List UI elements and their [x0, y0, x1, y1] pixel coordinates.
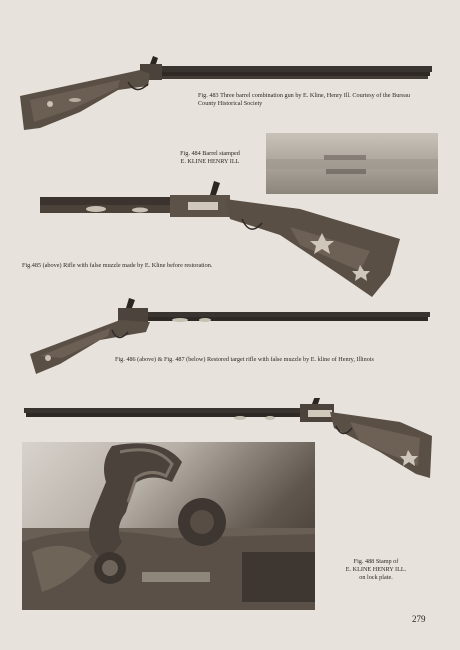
- fig-488-caption: [326, 558, 426, 582]
- page-number: 279: [412, 614, 426, 624]
- fig-486-487-caption: Fig. 486 (above) & Fig. 487 (below) Restored target rifle with false muzzle by E. kline of Henry, Illinois: [115, 356, 374, 363]
- fig-488-caption-line3: on lock plate.: [359, 574, 393, 581]
- fig-485-rifle-image: [0, 175, 460, 305]
- fig-486-restored-rifle-image: [0, 292, 460, 382]
- fig-488-caption-line2: E. KLINE HENRY ILL.: [345, 566, 407, 573]
- fig-484-caption-line2: E. KLINE HENRY ILL: [180, 158, 240, 165]
- fig-483-combination-gun-image: [0, 0, 460, 140]
- fig-484-caption-line1: Fig. 484 Barrel stamped: [180, 150, 240, 157]
- fig-485-caption: Fig.485 (above) Rifle with false muzzle made by E. Kline before restoration.: [22, 262, 213, 269]
- fig-488-lock-plate-photo: [22, 442, 315, 610]
- fig-483-caption: Fig. 483 Three barrel combination gun by E. Kline, Henry Ill. Courtesy of the Bureau County Historical Society: [198, 92, 410, 107]
- fig-484-caption: [160, 150, 260, 166]
- fig-488-caption-line1: Fig. 488 Stamp of: [353, 558, 399, 565]
